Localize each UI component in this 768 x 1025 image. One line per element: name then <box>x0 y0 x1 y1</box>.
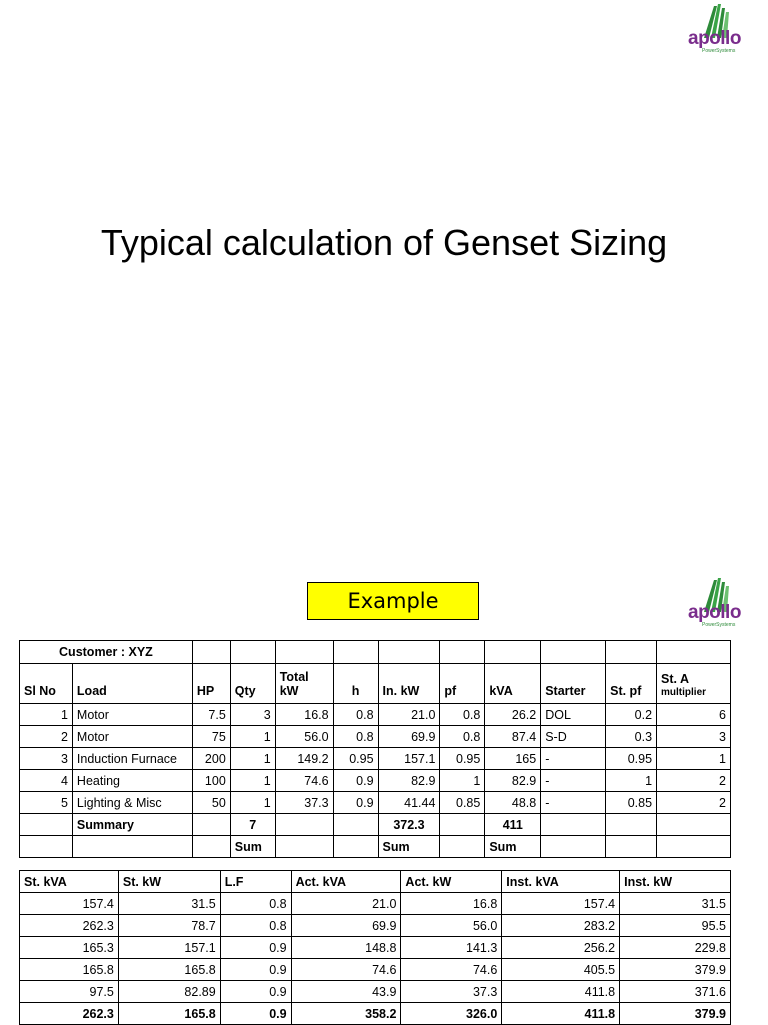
cell-st-a: 2 <box>657 792 731 814</box>
cell-pf: 0.8 <box>440 726 485 748</box>
cell-total-kw: 74.6 <box>275 770 333 792</box>
cell-load: Lighting & Misc <box>72 792 192 814</box>
cell-h: 0.95 <box>333 748 378 770</box>
summary-in-kw: 372.3 <box>378 814 440 836</box>
cell-st-pf: 0.3 <box>606 726 657 748</box>
header-st-a-sub: multiplier <box>661 687 707 698</box>
cell-total-kw: 149.2 <box>275 748 333 770</box>
cell-kva: 26.2 <box>485 704 541 726</box>
cell-load: Motor <box>72 704 192 726</box>
total-act-kva: 358.2 <box>291 1003 401 1025</box>
cell-act-kva: 74.6 <box>291 959 401 981</box>
header-load: Load <box>72 664 192 704</box>
cell-st-pf: 0.85 <box>606 792 657 814</box>
cell-in-kw: 82.9 <box>378 770 440 792</box>
cell-act-kw: 37.3 <box>401 981 502 1003</box>
cell-total-kw: 16.8 <box>275 704 333 726</box>
header-h: h <box>333 664 378 704</box>
cell-total-kw: 56.0 <box>275 726 333 748</box>
cell-starter: S-D <box>541 726 606 748</box>
table-row <box>20 704 731 726</box>
cell-st-kw: 31.5 <box>118 893 220 915</box>
cell-inst-kva: 157.4 <box>502 893 620 915</box>
cell-h: 0.9 <box>333 792 378 814</box>
total-st-kva: 262.3 <box>20 1003 119 1025</box>
cell-qty: 1 <box>230 770 275 792</box>
cell-kva: 48.8 <box>485 792 541 814</box>
logo-text: apollo <box>688 602 741 623</box>
cell-hp: 50 <box>192 792 230 814</box>
header-starter: Starter <box>541 664 606 704</box>
example-label: Example <box>307 582 479 620</box>
sum-label-kva: Sum <box>485 836 541 858</box>
cell-st-pf: 0.95 <box>606 748 657 770</box>
header-st-a-label: St. A <box>661 672 690 686</box>
table-row <box>20 748 731 770</box>
customer-label: Customer : XYZ <box>20 641 193 664</box>
cell-act-kva: 148.8 <box>291 937 401 959</box>
cell-sl: 2 <box>20 726 73 748</box>
cell-lf: 0.8 <box>220 915 291 937</box>
header-st-kva: St. kVA <box>20 871 119 893</box>
cell-pf: 1 <box>440 770 485 792</box>
header-st-a <box>657 664 731 704</box>
cell-inst-kva: 405.5 <box>502 959 620 981</box>
cell-act-kva: 43.9 <box>291 981 401 1003</box>
cell-in-kw: 69.9 <box>378 726 440 748</box>
header-st-pf: St. pf <box>606 664 657 704</box>
logo-text: apollo <box>688 28 741 49</box>
cell-pf: 0.95 <box>440 748 485 770</box>
total-st-kw: 165.8 <box>118 1003 220 1025</box>
cell-sl: 3 <box>20 748 73 770</box>
cell-sl: 5 <box>20 792 73 814</box>
cell-st-pf: 0.2 <box>606 704 657 726</box>
cell-inst-kw: 371.6 <box>620 981 731 1003</box>
header-st-kw: St. kW <box>118 871 220 893</box>
starting-kva-table <box>19 870 731 1025</box>
cell-st-kw: 78.7 <box>118 915 220 937</box>
cell-st-kw: 165.8 <box>118 959 220 981</box>
starting-table-body <box>20 893 731 1003</box>
cell-lf: 0.9 <box>220 959 291 981</box>
header-inst-kw: Inst. kW <box>620 871 731 893</box>
cell-starter: - <box>541 748 606 770</box>
cell-st-kva: 262.3 <box>20 915 119 937</box>
cell-kva: 87.4 <box>485 726 541 748</box>
cell-st-a: 6 <box>657 704 731 726</box>
cell-kva: 82.9 <box>485 770 541 792</box>
load-table <box>19 640 731 858</box>
total-act-kw: 326.0 <box>401 1003 502 1025</box>
cell-hp: 200 <box>192 748 230 770</box>
total-inst-kw: 379.9 <box>620 1003 731 1025</box>
cell-inst-kw: 379.9 <box>620 959 731 981</box>
apollo-logo <box>686 4 748 54</box>
header-inst-kva: Inst. kVA <box>502 871 620 893</box>
table-row <box>20 915 731 937</box>
cell-inst-kva: 283.2 <box>502 915 620 937</box>
table-row <box>20 726 731 748</box>
cell-qty: 1 <box>230 748 275 770</box>
header-pf: pf <box>440 664 485 704</box>
cell-inst-kw: 31.5 <box>620 893 731 915</box>
load-table-body <box>20 704 731 814</box>
cell-st-kw: 157.1 <box>118 937 220 959</box>
cell-in-kw: 41.44 <box>378 792 440 814</box>
sum-label-qty: Sum <box>230 836 275 858</box>
cell-qty: 1 <box>230 726 275 748</box>
slide-title: Typical calculation of Genset Sizing <box>100 222 668 263</box>
cell-pf: 0.8 <box>440 704 485 726</box>
summary-label: Summary <box>72 814 192 836</box>
cell-h: 0.8 <box>333 726 378 748</box>
sum-label-in-kw: Sum <box>378 836 440 858</box>
cell-starter: DOL <box>541 704 606 726</box>
summary-qty: 7 <box>230 814 275 836</box>
table-row <box>20 792 731 814</box>
cell-st-kva: 165.8 <box>20 959 119 981</box>
cell-inst-kva: 411.8 <box>502 981 620 1003</box>
table-row <box>20 959 731 981</box>
table-row <box>20 770 731 792</box>
summary-kva: 411 <box>485 814 541 836</box>
cell-hp: 7.5 <box>192 704 230 726</box>
total-lf: 0.9 <box>220 1003 291 1025</box>
cell-h: 0.8 <box>333 704 378 726</box>
cell-st-a: 2 <box>657 770 731 792</box>
cell-act-kw: 56.0 <box>401 915 502 937</box>
cell-lf: 0.9 <box>220 937 291 959</box>
cell-starter: - <box>541 770 606 792</box>
table-row <box>20 981 731 1003</box>
cell-st-kw: 82.89 <box>118 981 220 1003</box>
header-lf: L.F <box>220 871 291 893</box>
cell-inst-kw: 229.8 <box>620 937 731 959</box>
cell-in-kw: 157.1 <box>378 748 440 770</box>
cell-st-a: 1 <box>657 748 731 770</box>
cell-act-kva: 69.9 <box>291 915 401 937</box>
header-act-kva: Act. kVA <box>291 871 401 893</box>
cell-load: Heating <box>72 770 192 792</box>
cell-st-kva: 165.3 <box>20 937 119 959</box>
cell-hp: 75 <box>192 726 230 748</box>
cell-lf: 0.8 <box>220 893 291 915</box>
cell-load: Motor <box>72 726 192 748</box>
cell-act-kva: 21.0 <box>291 893 401 915</box>
logo-subtext: PowerSystems <box>702 622 736 628</box>
cell-lf: 0.9 <box>220 981 291 1003</box>
cell-inst-kva: 256.2 <box>502 937 620 959</box>
header-sl-no: Sl No <box>20 664 73 704</box>
apollo-logo <box>686 578 748 628</box>
cell-starter: - <box>541 792 606 814</box>
header-in-kw: In. kW <box>378 664 440 704</box>
cell-sl: 1 <box>20 704 73 726</box>
cell-st-a: 3 <box>657 726 731 748</box>
cell-act-kw: 74.6 <box>401 959 502 981</box>
cell-st-pf: 1 <box>606 770 657 792</box>
header-total-kw: Total kW <box>275 664 333 704</box>
cell-inst-kw: 95.5 <box>620 915 731 937</box>
cell-qty: 3 <box>230 704 275 726</box>
cell-st-kva: 97.5 <box>20 981 119 1003</box>
cell-pf: 0.85 <box>440 792 485 814</box>
cell-load: Induction Furnace <box>72 748 192 770</box>
cell-hp: 100 <box>192 770 230 792</box>
cell-act-kw: 141.3 <box>401 937 502 959</box>
cell-h: 0.9 <box>333 770 378 792</box>
table-row <box>20 893 731 915</box>
cell-sl: 4 <box>20 770 73 792</box>
cell-st-kva: 157.4 <box>20 893 119 915</box>
header-hp: HP <box>192 664 230 704</box>
header-act-kw: Act. kW <box>401 871 502 893</box>
cell-kva: 165 <box>485 748 541 770</box>
header-kva: kVA <box>485 664 541 704</box>
cell-act-kw: 16.8 <box>401 893 502 915</box>
logo-subtext: PowerSystems <box>702 48 736 54</box>
cell-qty: 1 <box>230 792 275 814</box>
header-qty: Qty <box>230 664 275 704</box>
total-inst-kva: 411.8 <box>502 1003 620 1025</box>
cell-in-kw: 21.0 <box>378 704 440 726</box>
table-row <box>20 937 731 959</box>
cell-total-kw: 37.3 <box>275 792 333 814</box>
